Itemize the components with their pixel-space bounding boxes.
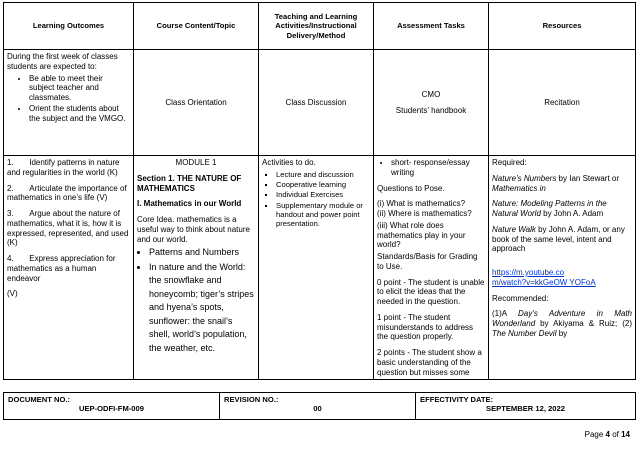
subsection-title: I. Mathematics in our World [137, 199, 242, 209]
footer-revision-value: 00 [313, 404, 322, 413]
resource-text: by Ian Stewart or [556, 173, 620, 183]
teaching-activity-list [262, 170, 370, 229]
question-item: (i) What is mathematics? [377, 199, 466, 209]
resource-title: Mathematics in [492, 183, 546, 193]
resource-item [492, 199, 632, 219]
topic-item: • In nature and the World: the snowflake and honeycomb; tiger’s stripes and hyena’s spots, sunflower: the snail’s shell, world’s population, the weather, etc. [149, 261, 255, 356]
orientation-assessment-handbook: Students’ handbook [395, 105, 467, 115]
core-idea: Core Idea. mathematics is a useful way to think about nature and our world. [137, 215, 250, 244]
grading-2-points: 2 points - The student show a basic understanding of the question but misses some [377, 348, 482, 377]
assessment-bullet: • short- response/essay writing [391, 158, 485, 178]
orientation-outcomes-intro: During the first week of classes students are expected to: [7, 52, 118, 71]
footer-document-value: UEP-ODFI-FM-009 [79, 404, 144, 413]
orientation-assessment-cmo: CMO [421, 89, 441, 99]
orientation-resources-cell: Recitation [489, 50, 636, 156]
teaching-activity-item: ▪ Cooperative learning [276, 180, 370, 189]
teaching-activity-item: ▪ Lecture and discussion [276, 170, 370, 179]
youtube-link[interactable] [492, 268, 632, 288]
teaching-activity-item: ▪ Individual Exercises [276, 190, 370, 199]
header-resources: Resources [489, 3, 636, 50]
resource-title: Nature Walk [492, 224, 536, 234]
teaching-activity-item: ▪ Supplementary module or handout and power point presentation. [276, 201, 370, 229]
resource-item [492, 225, 632, 254]
resource-title: Nature’s Numbers [492, 173, 557, 183]
footer-document-label: DOCUMENT NO.: [8, 395, 71, 404]
page-number [585, 430, 630, 439]
module-content-cell [134, 156, 259, 380]
module-outcome-item: (V) [7, 289, 18, 299]
grading-1-point: 1 point - The student misunderstands to address the question properly. [377, 312, 474, 342]
topic-item: • Patterns and Numbers [149, 246, 255, 260]
youtube-link-line-2[interactable]: m/watch?v=kkGeOW YOFoA [492, 277, 596, 287]
page-of: of [609, 430, 622, 439]
module-outcomes-cell [4, 156, 134, 380]
orientation-row [4, 50, 636, 156]
questions-title: Questions to Pose. [377, 183, 445, 193]
footer-document-no [4, 393, 220, 420]
header-learning-outcomes: Learning Outcomes [4, 3, 134, 50]
orientation-assessment-cell [374, 50, 489, 156]
header-teaching-activities: Teaching and Learning Activities/Instructional Delivery/Method [259, 3, 374, 50]
page-prefix: Page [584, 430, 606, 439]
footer-effectivity-date [416, 393, 636, 420]
question-item: (iii) What role does mathematics play in your world? [377, 220, 466, 250]
orientation-outcomes-list [7, 74, 130, 124]
orientation-outcomes-cell [4, 50, 134, 156]
recommended-text-part: by [556, 328, 568, 338]
resource-title: Nature: Modeling Patterns in the Natural World [492, 199, 607, 218]
recommended-title: The Number Devil [492, 328, 557, 338]
orientation-teaching-cell: Class Discussion [259, 50, 374, 156]
module-outcome-item: 2. Articulate the importance of mathematics in one’s life (V) [7, 183, 127, 203]
module-resources-cell [489, 156, 636, 380]
section-title: Section 1. THE NATURE OF MATHEMATICS [137, 173, 242, 193]
module-1-row [4, 156, 636, 380]
module-outcome-item: 4. Express appreciation for mathematics as a human endeavor [7, 254, 116, 283]
module-teaching-cell [259, 156, 374, 380]
module-outcome-item: 3. Argue about the nature of mathematics, what it is, how it is expressed, represented, and used (K) [7, 209, 129, 248]
page-total: 14 [621, 430, 630, 439]
header-assessment-tasks: Assessment Tasks [374, 3, 489, 50]
footer-revision-no [220, 393, 416, 420]
recommended-label: Recommended: [492, 293, 549, 303]
orientation-outcome-item: • Orient the students about the subject and the VMGO. [29, 104, 130, 124]
required-label: Required: [492, 158, 527, 167]
header-row [4, 3, 636, 50]
resource-item [492, 174, 632, 194]
recommended-text [492, 309, 632, 338]
grading-title: Standards/Basis for Grading to Use. [377, 252, 478, 271]
document-footer [3, 392, 636, 420]
module-title: MODULE 1 [175, 158, 217, 167]
module-assessment-cell [374, 156, 489, 380]
orientation-content-cell: Class Orientation [134, 50, 259, 156]
page-current: 4 [605, 430, 610, 439]
grading-0-point: 0 point - The student is unable to elicit the ideas that the needed in the question. [377, 277, 485, 306]
footer-effectivity-label: EFFECTIVITY DATE: [420, 395, 494, 404]
teaching-intro: Activities to do. [262, 158, 316, 167]
course-syllabus-table [3, 2, 636, 380]
recommended-text-part: (1)A [492, 309, 518, 319]
footer-effectivity-value: SEPTEMBER 12, 2022 [486, 404, 565, 413]
question-item: (ii) Where is mathematics? [377, 209, 472, 218]
module-outcome-item: 1. Identify patterns in nature and regularities in the world (K) [7, 158, 120, 177]
resource-text: by John A. Adam, or any book of the same level, intent and approach [492, 224, 625, 254]
topic-list [137, 246, 255, 355]
resource-text: by John A. Adam [540, 209, 604, 218]
recommended-text-part: by Akiyama & Ruiz; (2) [535, 319, 632, 328]
orientation-outcome-item: • Be able to meet their subject teacher and classmates. [29, 74, 130, 103]
assessment-bullet-list [377, 158, 485, 178]
footer-revision-label: REVISION NO.: [224, 395, 279, 404]
youtube-link-line-1[interactable]: https://m.youtube.co [492, 268, 565, 277]
recommended-title: Day’s Adventure in Math Wonderland [492, 309, 632, 328]
header-course-content: Course Content/Topic [134, 3, 259, 50]
